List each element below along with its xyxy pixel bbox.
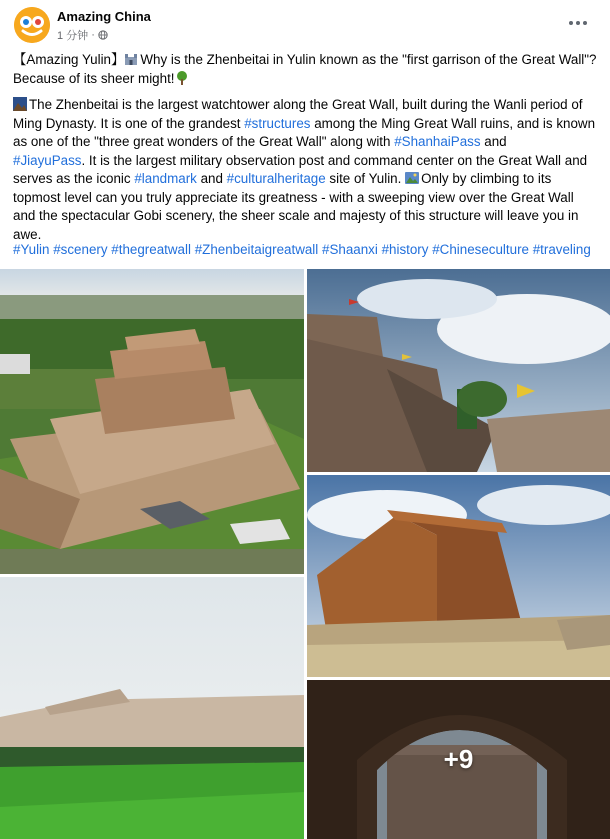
post-photo-4[interactable] <box>307 475 610 677</box>
hashtag-link[interactable]: #scenery <box>53 242 108 257</box>
hashtag-link[interactable]: #thegreatwall <box>111 242 191 257</box>
post-photo-1[interactable] <box>0 269 304 574</box>
castle-emoji-icon <box>124 52 138 66</box>
post-intro <box>13 51 598 88</box>
post-time[interactable]: 1 分钟 <box>57 30 89 42</box>
landscape-emoji-icon <box>13 97 27 111</box>
body-text-2: among the Ming Great Wall ruins, and is known as one of the "three great wonders of the Great Wall" along with <box>13 115 596 149</box>
hashtag-link[interactable]: #structures <box>244 115 311 131</box>
more-horizontal-icon[interactable] <box>566 14 590 32</box>
hashtag-link[interactable]: #Zhenbeitaigreatwall <box>194 242 319 257</box>
hashtag-link[interactable]: #landmark <box>134 171 197 186</box>
post-photo-5[interactable] <box>307 680 610 839</box>
post-meta <box>57 27 108 43</box>
hashtag-link[interactable]: #traveling <box>532 242 591 257</box>
hashtag-link[interactable]: #ShanhaiPass <box>394 134 481 149</box>
body-text-7: Only by climbing to its topmost level can you truly appreciate its greatness - with a sweeping view over the Great Wall and the spectacular Gobi scenery, the sheer scale and majesty of this structure will leave you in awe. <box>13 171 579 242</box>
meta-separator: · <box>91 29 95 41</box>
body-text-6: site of Yulin. <box>325 171 406 186</box>
body-text-1: The Zhenbeitai is the largest watchtower along the Great Wall, built during the Wanli period of Ming Dynasty. It is one of the grandest <box>13 97 583 131</box>
hashtag-list <box>13 241 598 260</box>
more-photos-overlay[interactable] <box>307 680 610 839</box>
wall-lawn-image <box>0 577 304 839</box>
photo-emoji-icon <box>405 171 419 185</box>
page-avatar[interactable] <box>14 7 50 43</box>
hashtag-link[interactable]: #culturalheritage <box>226 171 326 186</box>
hashtag-link[interactable]: #Shaanxi <box>322 242 378 257</box>
post-header <box>0 0 610 48</box>
page-name-link[interactable]: Amazing China <box>57 9 151 24</box>
body-text-4: . It is the largest military observation post and command center on the Great Wall and serves as the iconic <box>13 152 588 186</box>
post-body <box>13 96 598 244</box>
globe-icon[interactable] <box>98 30 108 40</box>
intro-title: 【Amazing Yulin】 <box>13 52 125 67</box>
post-photo-3[interactable] <box>0 577 304 839</box>
hashtag-link[interactable]: #history <box>381 242 429 257</box>
page-logo-icon <box>14 7 50 43</box>
hashtag-link[interactable]: #JiayuPass <box>13 152 82 168</box>
fortress-sky-image <box>307 475 610 677</box>
body-text-3: and <box>480 134 507 149</box>
body-text-5: and <box>196 171 227 186</box>
wall-flags-image <box>307 269 610 472</box>
fortress-aerial-image <box>0 269 304 574</box>
more-photos-count[interactable]: +9 <box>443 744 474 774</box>
post-photo-2[interactable] <box>307 269 610 472</box>
hashtag-link[interactable]: #Chineseculture <box>432 242 529 257</box>
intro-text: Why is the Zhenbeitai in Yulin known as the "first garrison of the Great Wall"? Because of its sheer might! <box>13 52 597 86</box>
tree-emoji-icon <box>175 71 189 85</box>
hashtag-link[interactable]: #Yulin <box>13 242 50 257</box>
